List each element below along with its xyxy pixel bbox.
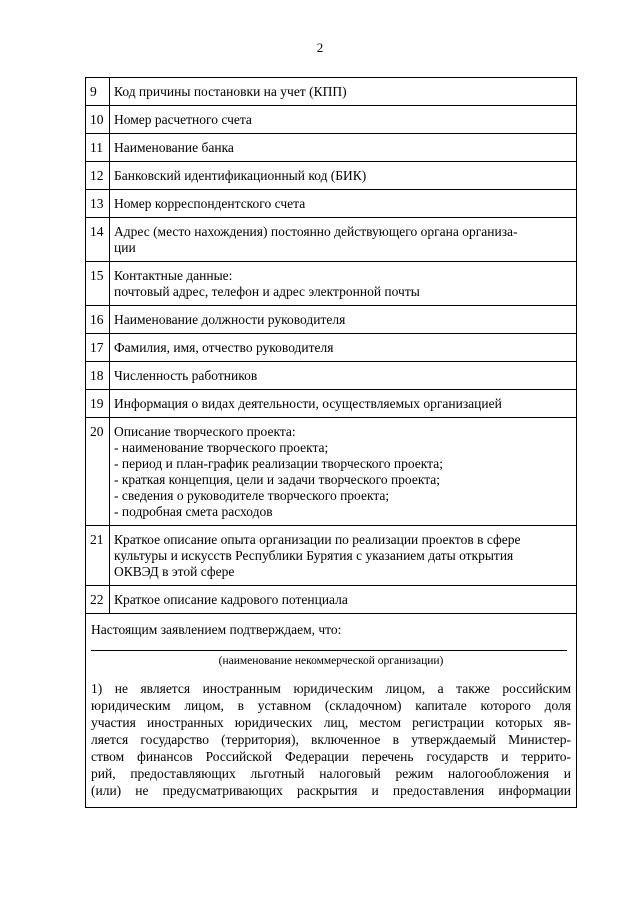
row-description-line: Контактные данные:	[114, 268, 233, 283]
row-number: 14	[86, 218, 110, 262]
row-number: 17	[86, 334, 110, 362]
row-description	[110, 526, 577, 586]
row-description	[110, 390, 577, 418]
row-description-line: Номер корреспондентского счета	[114, 196, 306, 211]
row-number: 12	[86, 162, 110, 190]
statement-section	[86, 614, 577, 808]
row-description-line: почтовый адрес, телефон и адрес электронной почты	[114, 284, 420, 299]
form-row	[86, 262, 577, 306]
form-row	[86, 218, 577, 262]
row-description-line: Код причины постановки на учет (КПП)	[114, 84, 347, 99]
row-number: 21	[86, 526, 110, 586]
form-rows	[86, 78, 577, 614]
row-description	[110, 162, 577, 190]
form-row	[86, 106, 577, 134]
row-number: 15	[86, 262, 110, 306]
row-number: 22	[86, 586, 110, 614]
form-row	[86, 306, 577, 334]
row-description-line: Адрес (место нахождения) постоянно действующего органа организа-	[114, 224, 518, 239]
organization-name-caption: (наименование некоммерческой организации)	[218, 655, 444, 667]
form-row	[86, 586, 577, 614]
row-number: 11	[86, 134, 110, 162]
clause-line: ляется государство (территория), включенное в утверждаемый Министер-	[91, 732, 571, 747]
page-number: 2	[316, 40, 324, 55]
row-description	[110, 586, 577, 614]
form-row	[86, 78, 577, 106]
clause-line: (или) не предусматривающих раскрытия и предоставления информации	[91, 783, 571, 798]
row-number: 18	[86, 362, 110, 390]
row-description-line: Фамилия, имя, отчество руководителя	[114, 340, 334, 355]
row-description-line: ОКВЭД в этой сфере	[114, 564, 235, 579]
form-row	[86, 134, 577, 162]
application-form-table	[85, 77, 577, 808]
form-row	[86, 526, 577, 586]
row-description	[110, 190, 577, 218]
row-description	[110, 106, 577, 134]
row-description	[110, 134, 577, 162]
row-description	[110, 306, 577, 334]
form-row	[86, 362, 577, 390]
row-description	[110, 334, 577, 362]
row-number: 16	[86, 306, 110, 334]
row-description-line: Банковский идентификационный код (БИК)	[114, 168, 367, 183]
row-number: 20	[86, 418, 110, 526]
row-description-line: - сведения о руководителе творческого проекта;	[114, 488, 390, 503]
form-row	[86, 418, 577, 526]
row-description-line: - наименование творческого проекта;	[114, 440, 329, 455]
row-description	[110, 218, 577, 262]
row-description-line: Численность работников	[114, 368, 258, 383]
row-number: 19	[86, 390, 110, 418]
row-description-line: ции	[114, 240, 136, 255]
row-description	[110, 418, 577, 526]
row-description-line: - краткая концепция, цели и задачи творческого проекта;	[114, 472, 441, 487]
clause-line: участия иностранных юридических лиц, местом регистрации которых яв-	[91, 715, 571, 730]
form-row	[86, 190, 577, 218]
form-row	[86, 334, 577, 362]
clause-line: 1) не является иностранным юридическим лицом, а также российским	[91, 681, 571, 696]
row-description-line: Номер расчетного счета	[114, 112, 252, 127]
row-description-line: - период и план-график реализации творческого проекта;	[114, 456, 443, 471]
row-description-line: Краткое описание кадрового потенциала	[114, 592, 348, 607]
form-row	[86, 390, 577, 418]
row-description-line: Наименование должности руководителя	[114, 312, 346, 327]
statement-intro: Настоящим заявлением подтверждаем, что:	[91, 622, 342, 637]
row-description-line: - подробная смета расходов	[114, 504, 273, 519]
row-description-line: культуры и искусств Республики Бурятия с указанием даты открытия	[114, 548, 514, 563]
statement-clause-1	[91, 680, 571, 801]
row-number: 10	[86, 106, 110, 134]
row-description	[110, 362, 577, 390]
clause-line: рий, предоставляющих льготный налоговый режим налогообложения и	[91, 766, 571, 781]
clause-line: юридическим лицом, в уставном (складочном) капитале которого доля	[91, 698, 571, 713]
row-description-line: Описание творческого проекта:	[114, 424, 296, 439]
row-number: 9	[86, 78, 110, 106]
row-description-line: Наименование банка	[114, 140, 234, 155]
clause-line: ством финансов Российской Федерации перечень государств и террито-	[91, 749, 571, 764]
row-number: 13	[86, 190, 110, 218]
statement-row	[86, 614, 577, 808]
row-description	[110, 262, 577, 306]
organization-name-line	[91, 650, 567, 651]
row-description-line: Краткое описание опыта организации по реализации проектов в сфере	[114, 532, 521, 547]
row-description-line: Информация о видах деятельности, осуществляемых организацией	[114, 396, 502, 411]
row-description	[110, 78, 577, 106]
statement-cell	[86, 614, 577, 808]
form-row	[86, 162, 577, 190]
